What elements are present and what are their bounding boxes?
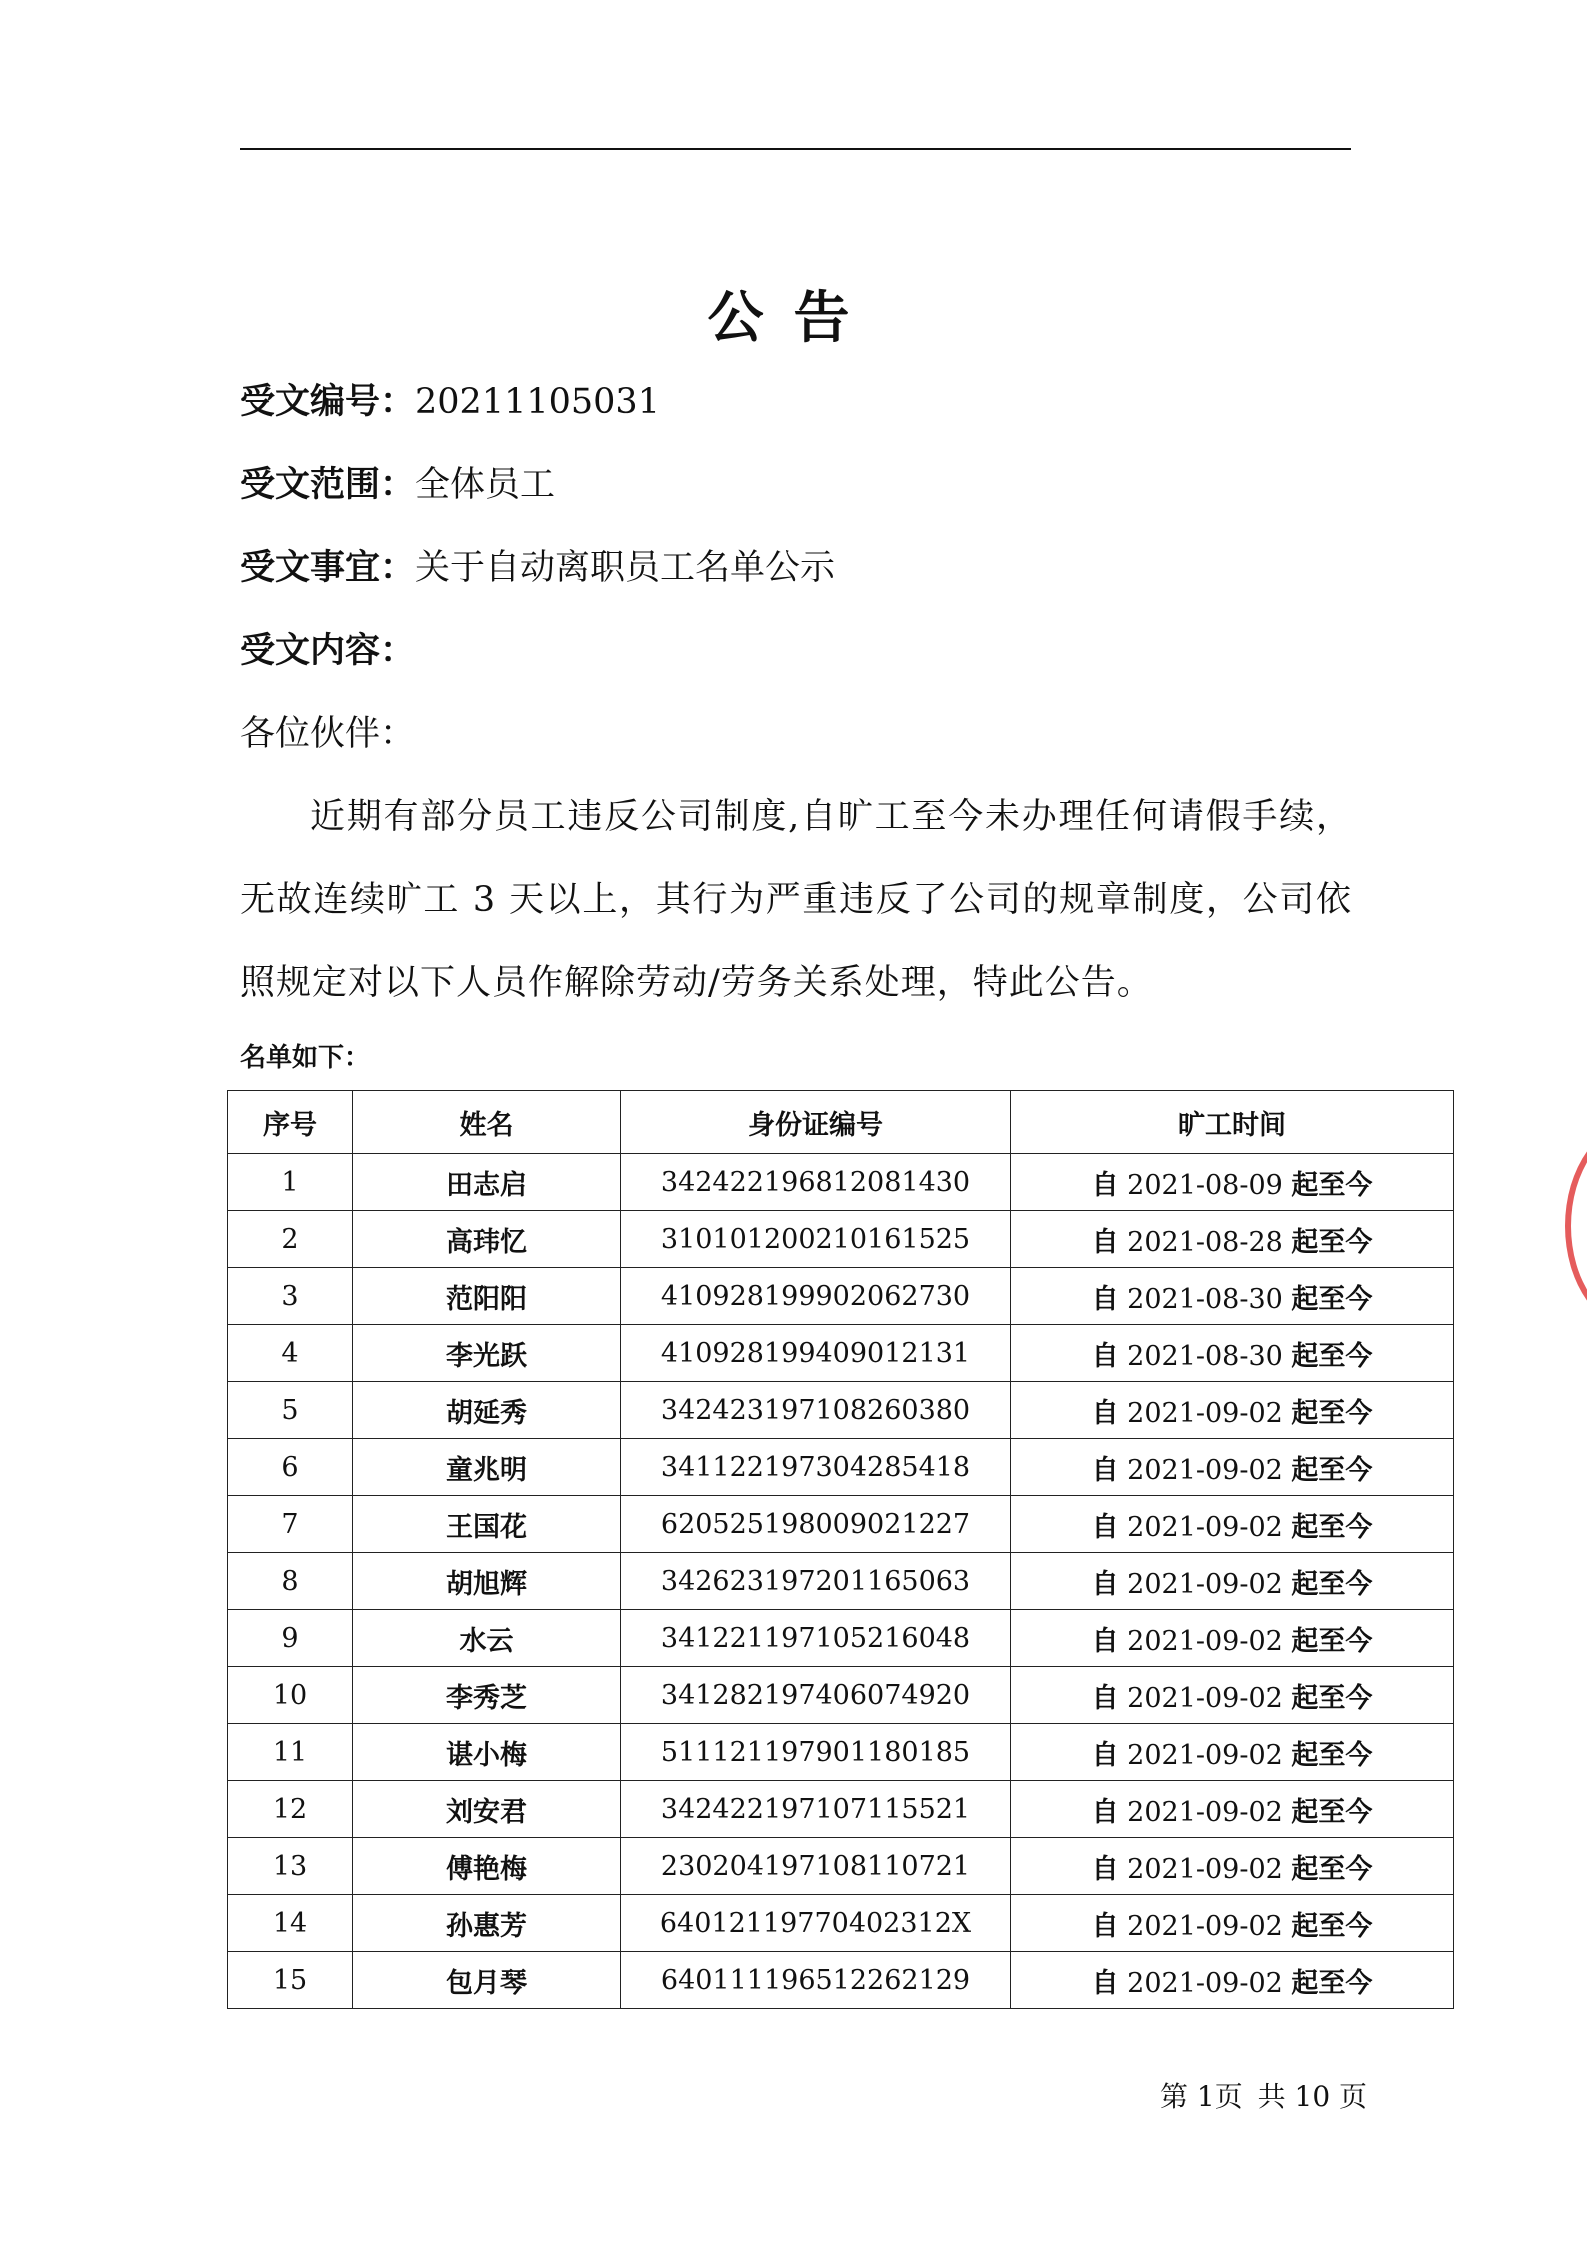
field-scope [240, 460, 555, 510]
cell-name: 孙惠芳 [353, 1895, 621, 1952]
cell-name: 包月琴 [353, 1952, 621, 2009]
cell-name: 高玮忆 [353, 1211, 621, 1268]
absence-prefix: 自 [1091, 1796, 1119, 1828]
absence-date: 2021-09-02 [1127, 1739, 1283, 1771]
absence-suffix: 起至今 [1291, 1511, 1373, 1543]
cell-id: 511121197901180185 [621, 1724, 1011, 1781]
field-content [240, 626, 415, 676]
cell-id: 341282197406074920 [621, 1667, 1011, 1724]
cell-absence [1011, 1838, 1454, 1895]
cell-absence [1011, 1952, 1454, 2009]
page-title: 公告 [707, 285, 880, 351]
absence-date: 2021-08-09 [1127, 1169, 1283, 1201]
cell-absence [1011, 1724, 1454, 1781]
absence-prefix: 自 [1091, 1568, 1119, 1600]
absence-prefix: 自 [1091, 1739, 1119, 1771]
cell-no: 1 [228, 1154, 353, 1211]
cell-absence [1011, 1382, 1454, 1439]
absence-prefix: 自 [1091, 1511, 1119, 1543]
cell-absence [1011, 1895, 1454, 1952]
absence-suffix: 起至今 [1291, 1283, 1373, 1315]
cell-name: 李光跃 [353, 1325, 621, 1382]
cell-name: 谌小梅 [353, 1724, 621, 1781]
cell-name: 刘安君 [353, 1781, 621, 1838]
field-value: 20211105031 [415, 382, 660, 422]
cell-id: 342423197108260380 [621, 1382, 1011, 1439]
cell-no: 6 [228, 1439, 353, 1496]
absence-suffix: 起至今 [1291, 1682, 1373, 1714]
cell-name: 胡旭辉 [353, 1553, 621, 1610]
absence-prefix: 自 [1091, 1169, 1119, 1201]
absence-prefix: 自 [1091, 1283, 1119, 1315]
table-row [228, 1553, 1454, 1610]
greeting: 各位伙伴： [240, 714, 416, 754]
cell-absence [1011, 1439, 1454, 1496]
table-row [228, 1154, 1454, 1211]
table-row [228, 1781, 1454, 1838]
absence-prefix: 自 [1091, 1454, 1119, 1486]
absence-suffix: 起至今 [1291, 1853, 1373, 1885]
absence-date: 2021-09-02 [1127, 1568, 1283, 1600]
absence-date: 2021-09-02 [1127, 1454, 1283, 1486]
absence-prefix: 自 [1091, 1682, 1119, 1714]
field-value: 关于自动离职员工名单公示 [415, 548, 836, 588]
cell-id: 230204197108110721 [621, 1838, 1011, 1895]
cell-name: 童兆明 [353, 1439, 621, 1496]
cell-id: 341122197304285418 [621, 1439, 1011, 1496]
cell-name: 李秀芝 [353, 1667, 621, 1724]
absence-date: 2021-08-28 [1127, 1226, 1283, 1258]
cell-no: 10 [228, 1667, 353, 1724]
cell-no: 15 [228, 1952, 353, 2009]
cell-name: 范阳阳 [353, 1268, 621, 1325]
absence-date: 2021-09-02 [1127, 1910, 1283, 1942]
absence-date: 2021-09-02 [1127, 1853, 1283, 1885]
cell-no: 11 [228, 1724, 353, 1781]
field-label: 受文编号： [240, 381, 416, 422]
header-absence: 旷工时间 [1011, 1091, 1454, 1154]
header-no: 序号 [228, 1091, 353, 1154]
field-label: 受文事宜： [240, 547, 416, 588]
cell-absence [1011, 1325, 1454, 1382]
cell-name: 王国花 [353, 1496, 621, 1553]
table-row [228, 1211, 1454, 1268]
page-footer [1160, 2077, 1373, 2117]
cell-absence [1011, 1667, 1454, 1724]
table-row [228, 1667, 1454, 1724]
cell-absence [1011, 1496, 1454, 1553]
absence-prefix: 自 [1091, 1397, 1119, 1429]
absence-date: 2021-08-30 [1127, 1340, 1283, 1372]
absence-date: 2021-09-02 [1127, 1397, 1283, 1429]
table-row [228, 1382, 1454, 1439]
absence-date: 2021-09-02 [1127, 1967, 1283, 1999]
cell-absence [1011, 1211, 1454, 1268]
table-row [228, 1496, 1454, 1553]
cell-no: 7 [228, 1496, 353, 1553]
cell-id: 341221197105216048 [621, 1610, 1011, 1667]
seal-stamp [1565, 1120, 1587, 1332]
table-row [228, 1838, 1454, 1895]
absence-suffix: 起至今 [1291, 1796, 1373, 1828]
absence-suffix: 起至今 [1291, 1739, 1373, 1771]
absence-date: 2021-09-02 [1127, 1796, 1283, 1828]
absence-date: 2021-08-30 [1127, 1283, 1283, 1315]
table-row [228, 1439, 1454, 1496]
absence-prefix: 自 [1091, 1910, 1119, 1942]
cell-absence [1011, 1610, 1454, 1667]
cell-no: 2 [228, 1211, 353, 1268]
absence-date: 2021-09-02 [1127, 1625, 1283, 1657]
cell-absence [1011, 1781, 1454, 1838]
cell-no: 12 [228, 1781, 353, 1838]
list-heading: 名单如下： [240, 1043, 371, 1073]
field-label: 受文内容： [240, 630, 416, 671]
cell-id: 640111196512262129 [621, 1952, 1011, 2009]
table-row [228, 1325, 1454, 1382]
cell-name: 傅艳梅 [353, 1838, 621, 1895]
cell-name: 水云 [353, 1610, 621, 1667]
cell-id: 342623197201165063 [621, 1553, 1011, 1610]
table-row [228, 1268, 1454, 1325]
cell-no: 3 [228, 1268, 353, 1325]
cell-no: 14 [228, 1895, 353, 1952]
cell-no: 5 [228, 1382, 353, 1439]
cell-no: 4 [228, 1325, 353, 1382]
cell-no: 9 [228, 1610, 353, 1667]
cell-absence [1011, 1553, 1454, 1610]
cell-id: 64012119770402312X [621, 1895, 1011, 1952]
absence-date: 2021-09-02 [1127, 1682, 1283, 1714]
table-header-row [228, 1091, 1454, 1154]
roster-table [227, 1090, 1454, 2009]
field-doc-number [240, 377, 660, 427]
absence-suffix: 起至今 [1291, 1397, 1373, 1429]
cell-id: 620525198009021227 [621, 1496, 1011, 1553]
cell-id: 310101200210161525 [621, 1211, 1011, 1268]
cell-absence [1011, 1268, 1454, 1325]
cell-no: 8 [228, 1553, 353, 1610]
cell-no: 13 [228, 1838, 353, 1895]
header-id: 身份证编号 [621, 1091, 1011, 1154]
absence-prefix: 自 [1091, 1967, 1119, 1999]
absence-prefix: 自 [1091, 1853, 1119, 1885]
absence-suffix: 起至今 [1291, 1625, 1373, 1657]
absence-suffix: 起至今 [1291, 1910, 1373, 1942]
absence-prefix: 自 [1091, 1625, 1119, 1657]
absence-prefix: 自 [1091, 1226, 1119, 1258]
body-paragraph: 近期有部分员工违反公司制度,自旷工至今未办理任何请假手续，无故连续旷工 3 天以上，其行为严重违反了公司的规章制度，公司依照规定对以下人员作解除劳动/劳务关系处理，特此公告。 [240, 797, 1352, 1003]
page-total: 共 10 页 [1257, 2080, 1368, 2113]
field-subject [240, 543, 835, 593]
roster-body [228, 1154, 1454, 2009]
cell-id: 342422197107115521 [621, 1781, 1011, 1838]
header-name: 姓名 [353, 1091, 621, 1154]
header-rule [240, 148, 1351, 150]
table-row [228, 1724, 1454, 1781]
page-number: 第 1页 [1160, 2080, 1243, 2113]
cell-absence [1011, 1154, 1454, 1211]
cell-name: 胡延秀 [353, 1382, 621, 1439]
absence-suffix: 起至今 [1291, 1967, 1373, 1999]
table-row [228, 1952, 1454, 2009]
cell-id: 410928199409012131 [621, 1325, 1011, 1382]
table-row [228, 1895, 1454, 1952]
table-row [228, 1610, 1454, 1667]
absence-suffix: 起至今 [1291, 1169, 1373, 1201]
field-label: 受文范围： [240, 464, 416, 505]
absence-suffix: 起至今 [1291, 1226, 1373, 1258]
absence-prefix: 自 [1091, 1340, 1119, 1372]
field-value: 全体员工 [415, 465, 556, 505]
absence-suffix: 起至今 [1291, 1340, 1373, 1372]
absence-suffix: 起至今 [1291, 1568, 1373, 1600]
cell-name: 田志启 [353, 1154, 621, 1211]
cell-id: 410928199902062730 [621, 1268, 1011, 1325]
cell-id: 342422196812081430 [621, 1154, 1011, 1211]
absence-suffix: 起至今 [1291, 1454, 1373, 1486]
absence-date: 2021-09-02 [1127, 1511, 1283, 1543]
